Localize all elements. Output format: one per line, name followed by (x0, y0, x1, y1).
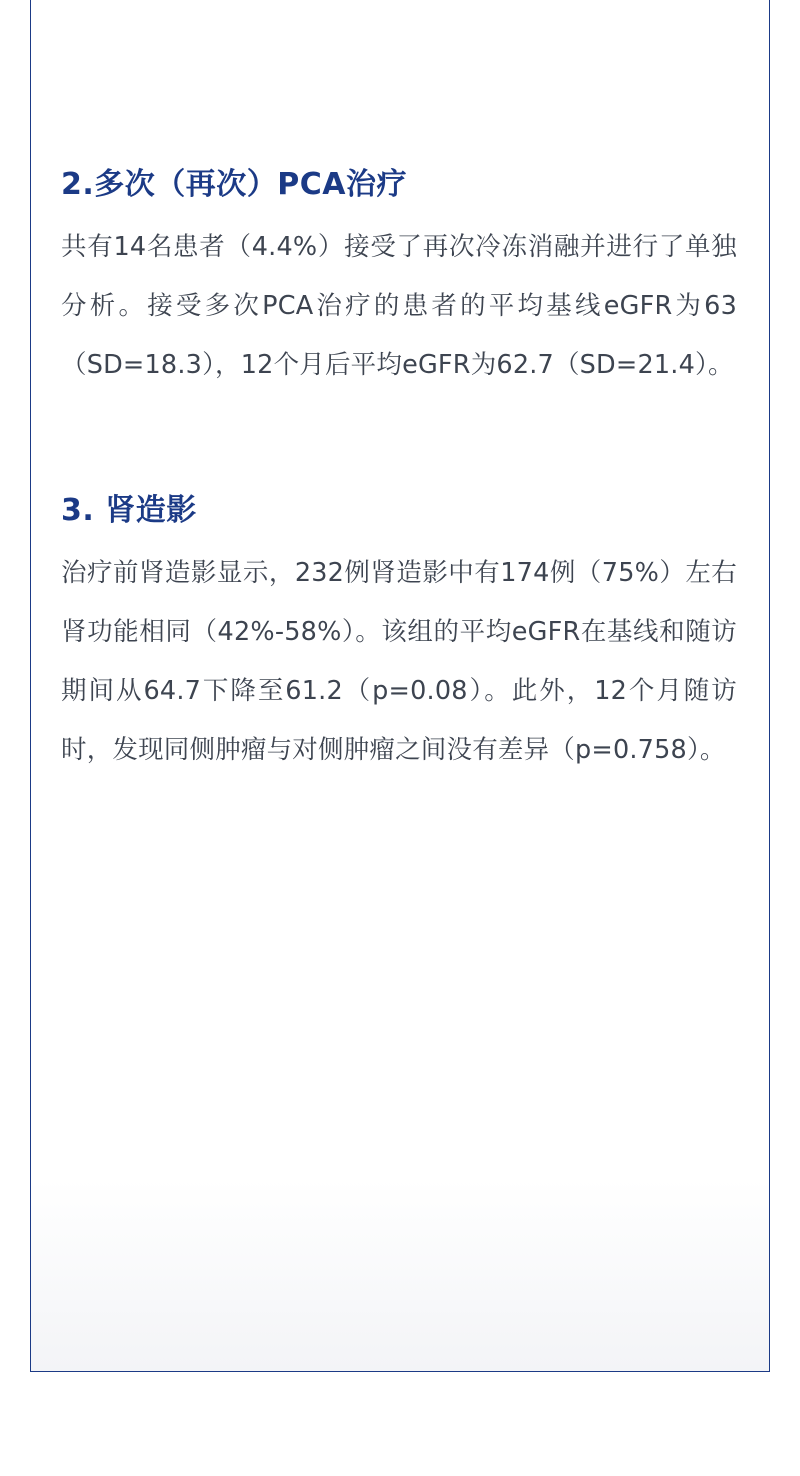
content-card (30, 0, 770, 1372)
section-heading-3: 3. 肾造影 (61, 493, 197, 528)
section-heading-2: 2.多次（再次）PCA治疗 (61, 167, 407, 202)
section-renography (61, 491, 737, 780)
section-paragraph-2: 共有14名患者（4.4%）接受了再次冷冻消融并进行了单独分析。接受多次PCA治疗的患者的平均基线eGFR为63（SD=18.3），12个月后平均eGFR为62.7（SD=21.4）。 (61, 232, 737, 380)
section-paragraph-3: 治疗前肾造影显示，232例肾造影中有174例（75%）左右肾功能相同（42%-58%）。该组的平均eGFR在基线和随访期间从64.7下降至61.2（p=0.08）。此外，12个月随访时，发现同侧肿瘤与对侧肿瘤之间没有差异（p=0.758）。 (61, 558, 737, 765)
section-multiple-pca (61, 165, 737, 395)
card-content (31, 0, 769, 780)
